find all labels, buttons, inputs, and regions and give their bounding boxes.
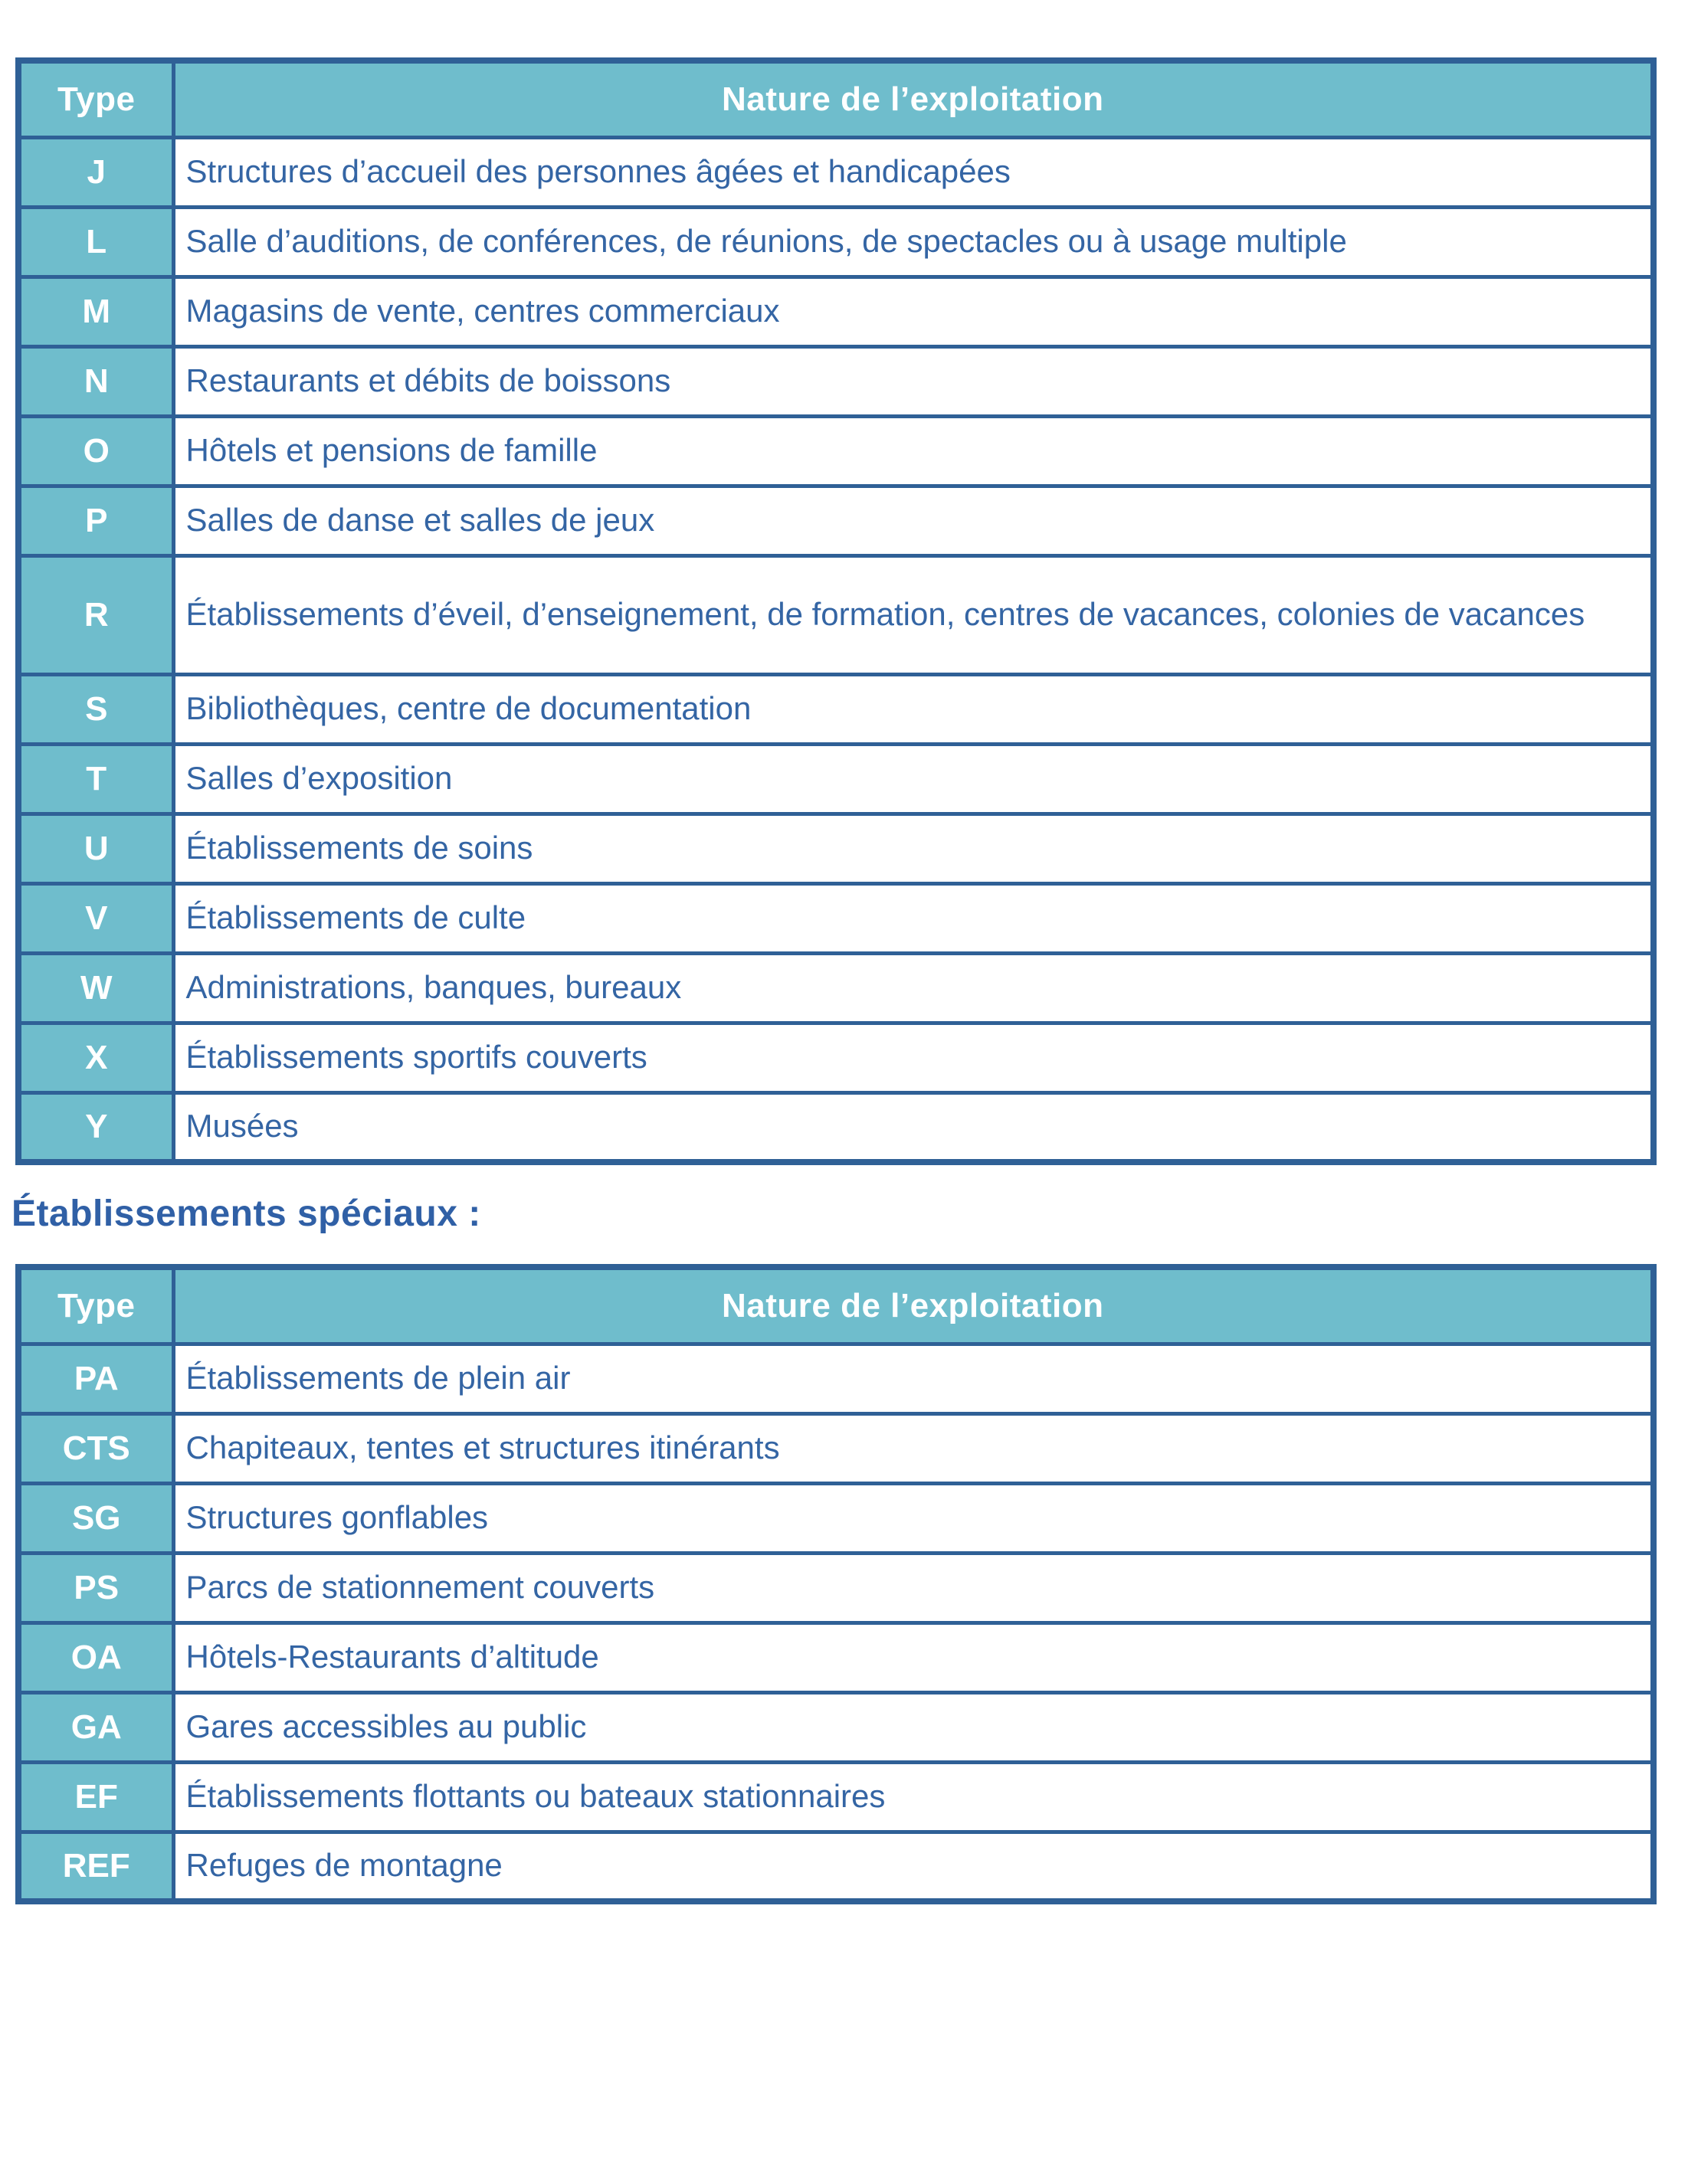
nature-description: Établissements de soins: [173, 814, 1654, 883]
table-row: [18, 1413, 1654, 1483]
table-row: [18, 814, 1654, 883]
type-code: U: [18, 814, 173, 883]
table-row: [18, 744, 1654, 814]
nature-description: Structures gonflables: [173, 1483, 1654, 1553]
table-row: [18, 486, 1654, 555]
type-column-header: Type: [18, 1267, 173, 1344]
table-row: [18, 1023, 1654, 1092]
table-row: [18, 416, 1654, 486]
nature-description: Hôtels et pensions de famille: [173, 416, 1654, 486]
nature-description: Salles d’exposition: [173, 744, 1654, 814]
nature-description: Salles de danse et salles de jeux: [173, 486, 1654, 555]
table-row: [18, 674, 1654, 744]
type-code: REF: [18, 1832, 173, 1901]
type-code: OA: [18, 1622, 173, 1692]
table-row: [18, 137, 1654, 207]
type-code: PS: [18, 1553, 173, 1622]
nature-description: Établissements sportifs couverts: [173, 1023, 1654, 1092]
table-row: [18, 346, 1654, 416]
section-heading: Établissements spéciaux :: [11, 1194, 481, 1234]
nature-description: Refuges de montagne: [173, 1832, 1654, 1901]
type-code: SG: [18, 1483, 173, 1553]
type-code: J: [18, 137, 173, 207]
table-row: [18, 277, 1654, 346]
nature-description: Établissements d’éveil, d’enseignement, de formation, centres de vacances, colonies de vacances: [173, 555, 1654, 674]
nature-description: Gares accessibles au public: [173, 1692, 1654, 1762]
type-code: O: [18, 416, 173, 486]
table-row: [18, 953, 1654, 1023]
nature-description: Établissements de plein air: [173, 1344, 1654, 1413]
type-code: N: [18, 346, 173, 416]
type-code: M: [18, 277, 173, 346]
type-code: Y: [18, 1092, 173, 1162]
table-row: [18, 1762, 1654, 1832]
table-row: [18, 1092, 1654, 1162]
table-row: [18, 555, 1654, 674]
nature-description: Parcs de stationnement couverts: [173, 1553, 1654, 1622]
special-establishments-table: [15, 1264, 1657, 1904]
table-row: [18, 1692, 1654, 1762]
nature-description: Musées: [173, 1092, 1654, 1162]
table-row: [18, 1344, 1654, 1413]
nature-column-header: Nature de l’exploitation: [173, 61, 1654, 137]
nature-description: Salle d’auditions, de conférences, de réunions, de spectacles ou à usage multiple: [173, 207, 1654, 277]
table-row: [18, 1622, 1654, 1692]
type-code: CTS: [18, 1413, 173, 1483]
table-header-row: [18, 1267, 1654, 1344]
table-row: [18, 883, 1654, 953]
type-column-header: Type: [18, 61, 173, 137]
type-code: EF: [18, 1762, 173, 1832]
nature-description: Restaurants et débits de boissons: [173, 346, 1654, 416]
type-code: T: [18, 744, 173, 814]
table-header-row: [18, 61, 1654, 137]
type-code: X: [18, 1023, 173, 1092]
table-row: [18, 1483, 1654, 1553]
type-code: W: [18, 953, 173, 1023]
nature-description: Établissements flottants ou bateaux stationnaires: [173, 1762, 1654, 1832]
table-row: [18, 207, 1654, 277]
nature-description: Établissements de culte: [173, 883, 1654, 953]
erp-types-table: [15, 57, 1657, 1165]
nature-description: Administrations, banques, bureaux: [173, 953, 1654, 1023]
type-code: V: [18, 883, 173, 953]
nature-description: Bibliothèques, centre de documentation: [173, 674, 1654, 744]
nature-column-header: Nature de l’exploitation: [173, 1267, 1654, 1344]
table-row: [18, 1553, 1654, 1622]
type-code: P: [18, 486, 173, 555]
type-code: S: [18, 674, 173, 744]
type-code: R: [18, 555, 173, 674]
type-code: L: [18, 207, 173, 277]
nature-description: Structures d’accueil des personnes âgées et handicapées: [173, 137, 1654, 207]
nature-description: Hôtels-Restaurants d’altitude: [173, 1622, 1654, 1692]
table-row: [18, 1832, 1654, 1901]
type-code: GA: [18, 1692, 173, 1762]
nature-description: Magasins de vente, centres commerciaux: [173, 277, 1654, 346]
nature-description: Chapiteaux, tentes et structures itinérants: [173, 1413, 1654, 1483]
type-code: PA: [18, 1344, 173, 1413]
